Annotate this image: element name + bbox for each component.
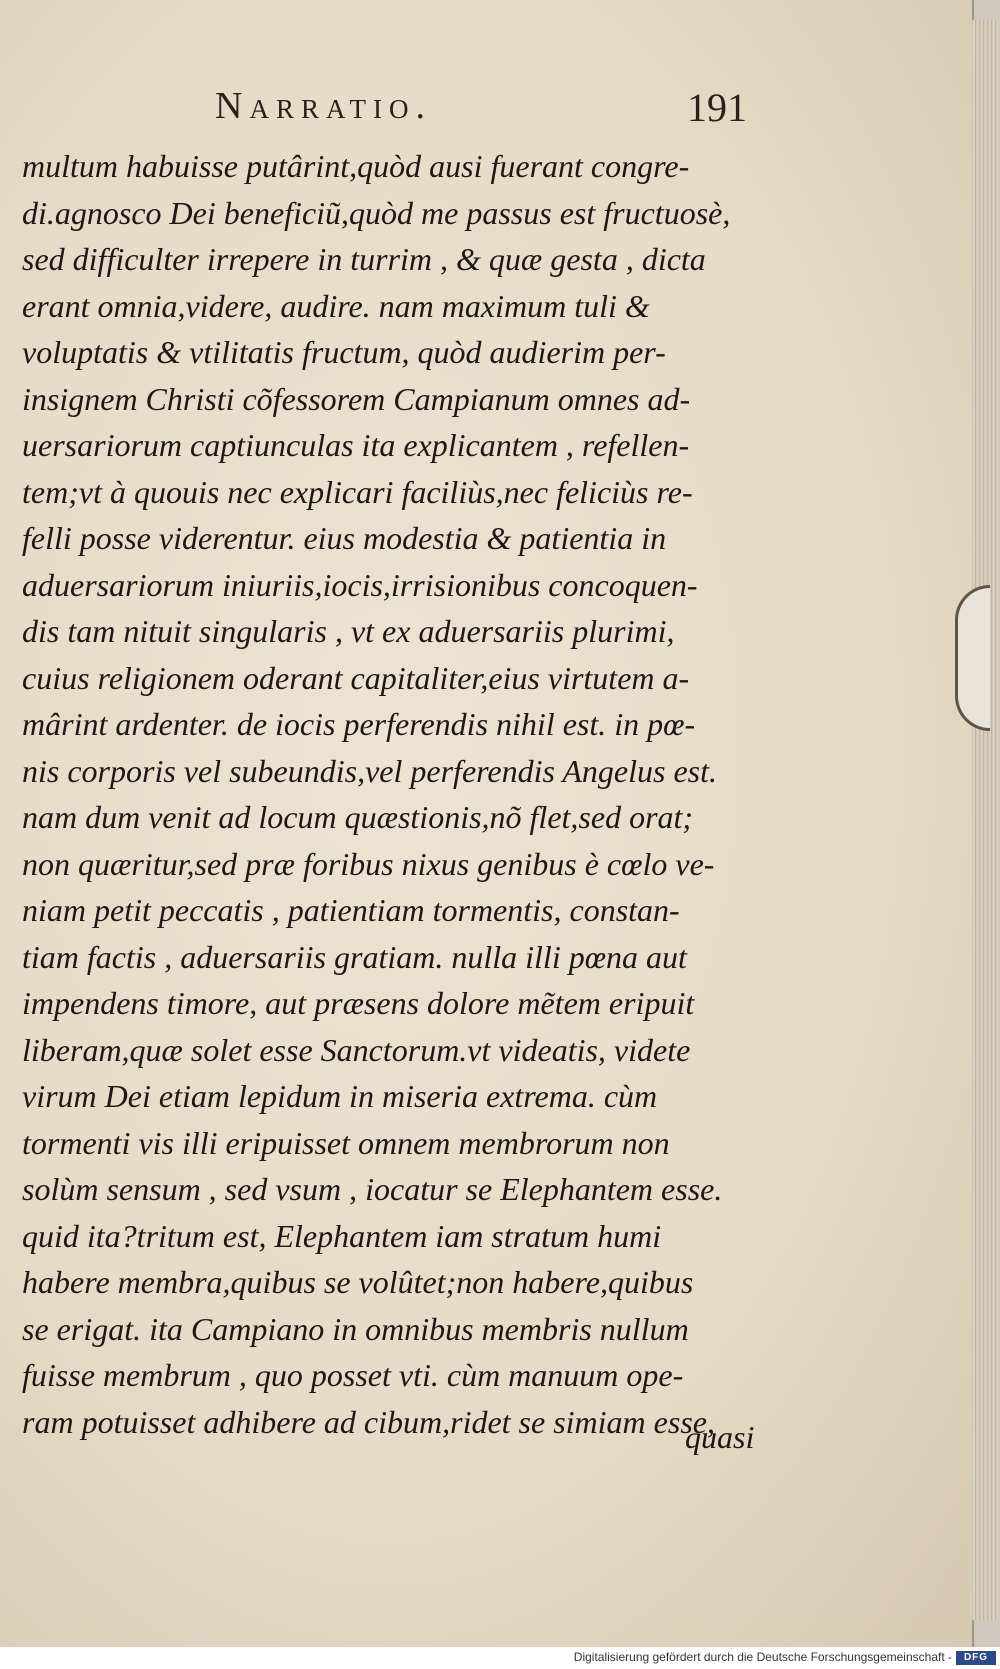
text-line: erant omnia,videre, audire. nam maximum tuli & bbox=[22, 287, 650, 324]
text-line: tormenti vis illi eripuisset omnem membrorum non bbox=[22, 1124, 670, 1161]
text-line: impendens timore, aut præsens dolore mẽtem eripuit bbox=[22, 985, 695, 1021]
text-line: mârint ardenter. de iocis perferendis nihil est. in pœ- bbox=[22, 706, 696, 742]
dfg-logo-icon: DFG bbox=[956, 1651, 996, 1665]
text-line: nam dum venit ad locum quæstionis,nõ flet,sed orat; bbox=[22, 799, 694, 835]
page-edges bbox=[972, 20, 998, 1620]
text-line: tiam factis , aduersariis gratiam. nulla illi pœna aut bbox=[22, 938, 687, 975]
page-clip bbox=[955, 585, 990, 731]
text-line: ram potuisset adhibere ad cibum,ridet se simiam esse, bbox=[22, 1403, 715, 1440]
text-line: se erigat. ita Campiano in omnibus membris nullum bbox=[22, 1310, 689, 1347]
text-line: solùm sensum , sed vsum , iocatur se Elephantem esse. bbox=[22, 1171, 723, 1207]
catchword: quasi bbox=[685, 1419, 755, 1455]
text-line: virum Dei etiam lepidum in miseria extrema. cùm bbox=[22, 1078, 658, 1114]
text-line: dis tam nituit singularis , vt ex aduersariis plurimi, bbox=[22, 613, 675, 649]
text-line: multum habuisse putârint,quòd ausi fuerant congre- bbox=[22, 148, 690, 184]
dfg-credit-text: Digitalisierung gefördert durch die Deutsche Forschungsgemeinschaft - bbox=[573, 1650, 952, 1664]
text-line: tem;vt à quouis nec explicari faciliùs,nec feliciùs re- bbox=[22, 473, 693, 510]
text-line: liberam,quæ solet esse Sanctorum.vt videatis, videte bbox=[22, 1031, 691, 1068]
text-line: sed difficulter irrepere in turrim , & quæ gesta , dicta bbox=[22, 241, 706, 277]
text-line: di.agnosco Dei beneficiũ,quòd me passus est fructuosè, bbox=[22, 194, 731, 231]
text-line: habere membra,quibus se volûtet;non habere,quibus bbox=[22, 1264, 694, 1300]
text-line: uersariorum captiunculas ita explicantem , refellen- bbox=[22, 427, 690, 463]
text-line: felli posse viderentur. eius modestia & patientia in bbox=[22, 520, 667, 556]
body-text bbox=[22, 143, 762, 1445]
footer-bar bbox=[0, 1647, 1000, 1669]
text-line: niam petit peccatis , patientiam tormentis, constan- bbox=[22, 892, 680, 928]
text-line: aduersariorum iniuriis,iocis,irrisionibus concoquen- bbox=[22, 566, 698, 603]
text-line: insignem Christi cõfessorem Campianum omnes ad- bbox=[22, 380, 691, 417]
text-line: nis corporis vel subeundis,vel perferendis Angelus est. bbox=[22, 752, 718, 789]
text-line: cuius religionem oderant capitaliter,eius virtutem a- bbox=[22, 659, 690, 696]
text-line: fuisse membrum , quo posset vti. cùm manuum ope- bbox=[22, 1357, 684, 1393]
page-number: 191 bbox=[687, 85, 747, 130]
text-line: voluptatis & vtilitatis fructum, quòd audierim per- bbox=[22, 334, 666, 370]
text-line: non quæritur,sed præ foribus nixus genibus è cœlo ve- bbox=[22, 845, 715, 882]
running-title: Narratio. bbox=[215, 85, 432, 127]
page-header bbox=[0, 84, 972, 134]
text-line: quid ita?tritum est, Elephantem iam stratum humi bbox=[22, 1217, 662, 1254]
